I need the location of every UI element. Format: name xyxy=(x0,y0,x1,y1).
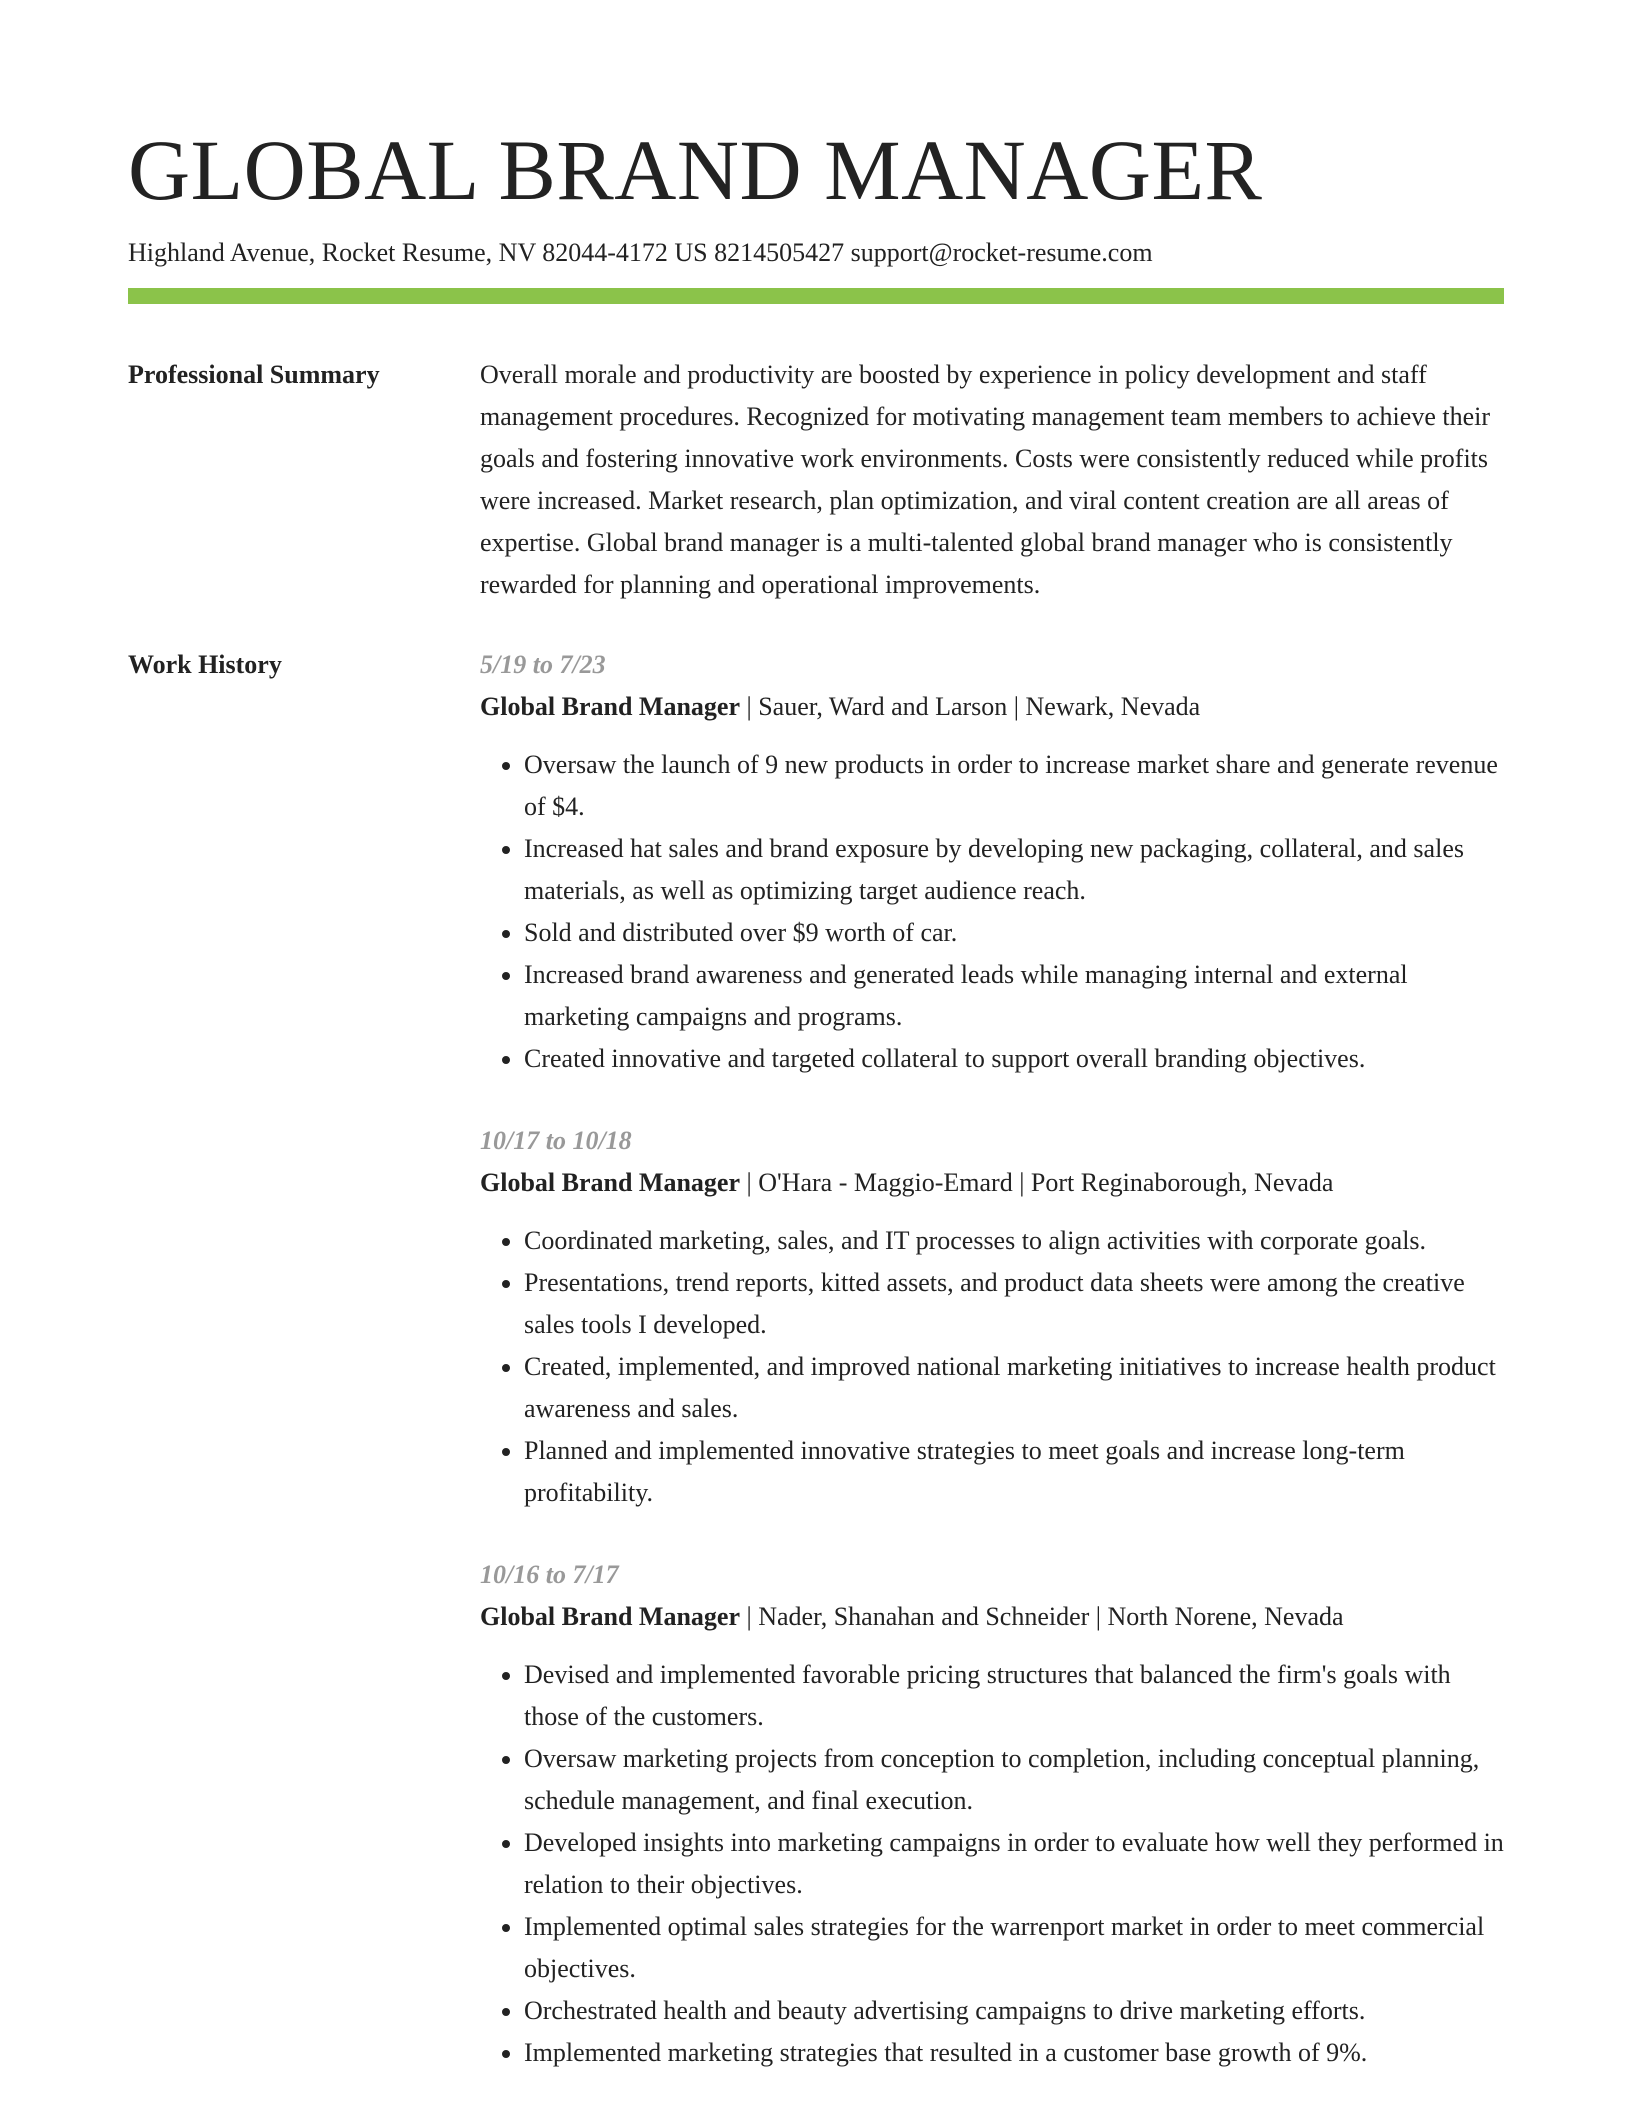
job-bullet: • Sold and distributed over $9 worth of car. xyxy=(524,912,1504,954)
job-entry xyxy=(480,1554,1504,2074)
job-details: | O'Hara - Maggio-Emard | Port Reginaborough, Nevada xyxy=(740,1168,1334,1197)
work-history-section xyxy=(128,644,1504,2114)
professional-summary-section xyxy=(128,354,1504,606)
job-bullet: • Orchestrated health and beauty advertising campaigns to drive marketing efforts. xyxy=(524,1990,1504,2032)
job-bullet-list xyxy=(480,744,1504,1080)
work-history-body xyxy=(480,644,1504,2114)
job-bullet: • Planned and implemented innovative strategies to meet goals and increase long-term profitability. xyxy=(524,1430,1504,1514)
job-heading xyxy=(480,686,1504,728)
job-details: | Sauer, Ward and Larson | Newark, Nevada xyxy=(740,692,1201,721)
job-title: Global Brand Manager xyxy=(480,1602,741,1631)
job-bullet: • Oversaw the launch of 9 new products in order to increase market share and generate revenue of $4. xyxy=(524,744,1504,828)
job-bullet: • Created, implemented, and improved national marketing initiatives to increase health product awareness and sales. xyxy=(524,1346,1504,1430)
job-dates: 10/16 to 7/17 xyxy=(480,1560,619,1589)
job-bullet: • Increased hat sales and brand exposure by developing new packaging, collateral, and sales materials, as well as optimizing target audience reach. xyxy=(524,828,1504,912)
job-title: Global Brand Manager xyxy=(480,692,741,721)
contact-phone: 8214505427 xyxy=(714,238,845,267)
job-dates: 5/19 to 7/23 xyxy=(480,650,606,679)
contact-line xyxy=(128,236,1504,270)
job-bullet: • Developed insights into marketing campaigns in order to evaluate how well they performed in relation to their objectives. xyxy=(524,1822,1504,1906)
job-bullet: • Implemented marketing strategies that resulted in a customer base growth of 9%. xyxy=(524,2032,1504,2074)
job-details: | Nader, Shanahan and Schneider | North Norene, Nevada xyxy=(740,1602,1344,1631)
summary-body xyxy=(480,354,1504,606)
job-title: Global Brand Manager xyxy=(480,1168,741,1197)
job-heading xyxy=(480,1162,1504,1204)
summary-text: Overall morale and productivity are boosted by experience in policy development and staff management procedures. Recognized for motivating management team members to achieve their goals and fostering innovative work environments. Costs were consistently reduced while profits were increased. Market research, plan optimization, and viral content creation are all areas of expertise. Global brand manager is a multi-talented global brand manager who is consistently rewarded for planning and operational improvements. xyxy=(480,360,1491,599)
resume-page xyxy=(128,120,1504,2114)
job-bullet: • Created innovative and targeted collateral to support overall branding objectives. xyxy=(524,1038,1504,1080)
job-bullet-list xyxy=(480,1654,1504,2074)
job-entry xyxy=(480,1120,1504,1514)
job-bullet: • Devised and implemented favorable pricing structures that balanced the firm's goals with those of the customers. xyxy=(524,1654,1504,1738)
job-bullet: • Implemented optimal sales strategies for the warrenport market in order to meet commercial objectives. xyxy=(524,1906,1504,1990)
job-dates: 10/17 to 10/18 xyxy=(480,1126,632,1155)
job-heading xyxy=(480,1596,1504,1638)
job-entry xyxy=(480,644,1504,1080)
header-divider xyxy=(128,288,1504,304)
job-bullet: • Coordinated marketing, sales, and IT processes to align activities with corporate goals. xyxy=(524,1220,1504,1262)
contact-address: Highland Avenue, Rocket Resume, NV 82044-4172 US xyxy=(128,238,708,267)
job-bullet-list xyxy=(480,1220,1504,1514)
contact-email: support@rocket-resume.com xyxy=(850,238,1153,267)
section-label-summary: Professional Summary xyxy=(128,360,380,389)
job-bullet: • Increased brand awareness and generated leads while managing internal and external marketing campaigns and programs. xyxy=(524,954,1504,1038)
section-label-work-history: Work History xyxy=(128,650,282,679)
job-bullet: • Presentations, trend reports, kitted assets, and product data sheets were among the creative sales tools I developed. xyxy=(524,1262,1504,1346)
resume-name: GLOBAL BRAND MANAGER xyxy=(128,122,1263,218)
job-bullet: • Oversaw marketing projects from conception to completion, including conceptual planning, schedule management, and final execution. xyxy=(524,1738,1504,1822)
